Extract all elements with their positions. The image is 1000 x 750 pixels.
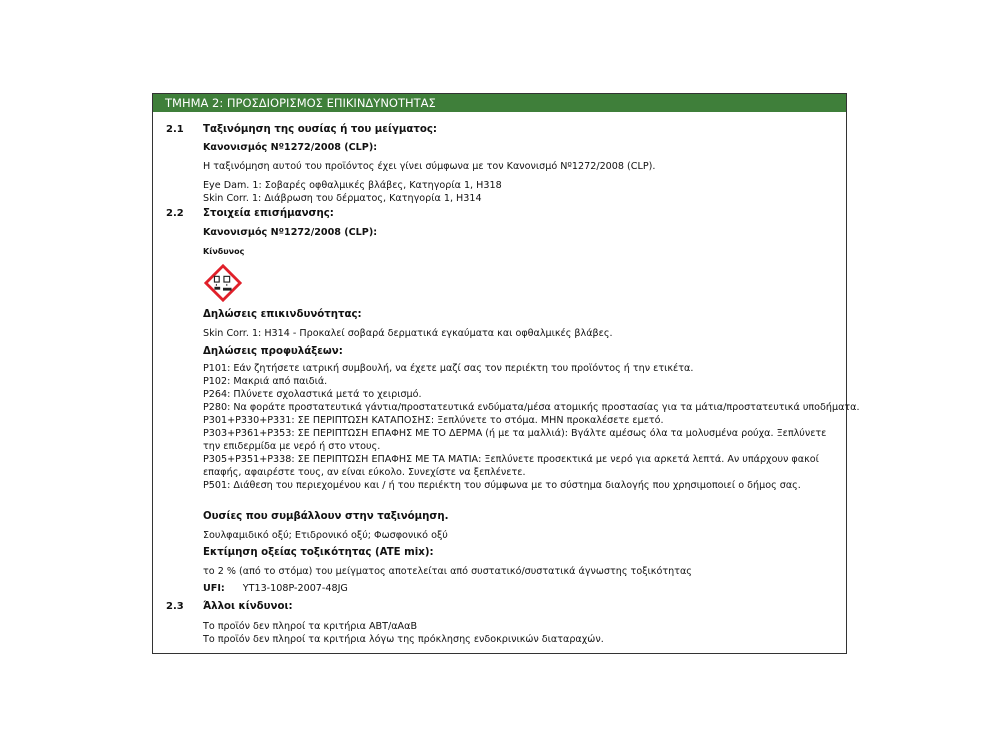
sds-section-2: [152, 93, 860, 654]
substances-list: Σουλφαμιδικό οξύ; Ετιδρονικό οξύ; Φωσφονικό οξύ: [203, 530, 448, 541]
precaution-line: P305+P351+P338: ΣΕ ΠΕΡΙΠΤΩΣΗ ΕΠΑΦΗΣ ΜΕ ΤΑ ΜΑΤΙΑ: Ξεπλύνετε προσεκτικά με νερό για αρκετά λεπτά. Αν υπάρχουν φακοί: [203, 454, 819, 465]
precautionary-statements-title: Δηλώσεις προφυλάξεων:: [203, 346, 343, 357]
hazard-statements-title: Δηλώσεις επικινδυνότητας:: [203, 309, 362, 320]
regulation-heading-2-2: Κανονισμός Nº1272/2008 (CLP):: [203, 227, 378, 238]
substances-title: Ουσίες που συμβάλλουν στην ταξινόμηση.: [203, 511, 449, 522]
ufi-value: YT13-108P-2007-48JG: [242, 583, 348, 594]
precaution-line: P301+P330+P331: ΣΕ ΠΕΡΙΠΤΩΣΗ ΚΑΤΑΠΟΣΗΣ: Ξεπλύνετε το στόμα. ΜΗΝ προκαλέσετε εμετό.: [203, 415, 664, 426]
precaution-line: P101: Εάν ζητήσετε ιατρική συμβουλή, να έχετε μαζί σας τον περιέκτη του προϊόντος ή την ετικέτα.: [203, 363, 694, 374]
ate-text: το 2 % (από το στόμα) του μείγματος αποτελείται από συστατικό/συστατικά άγνωστης τοξικότητας: [203, 566, 692, 577]
other-hazard-line: Το προϊόν δεν πληροί τα κριτήρια ΑΒΤ/αΑαΒ: [203, 621, 418, 632]
precaution-line: P102: Μακριά από παιδιά.: [203, 376, 328, 387]
precaution-line: επαφής, αφαιρέστε τους, αν είναι εύκολο. Συνεχίστε να ξεπλένετε.: [203, 467, 526, 478]
signal-word: Κίνδυνος: [203, 247, 245, 256]
classification-text: Η ταξινόμηση αυτού του προϊόντος έχει γίνει σύμφωνα με τον Κανονισμό Nº1272/2008 (CLP).: [203, 161, 656, 172]
regulation-heading-2-1: Κανονισμός Nº1272/2008 (CLP):: [203, 142, 378, 153]
precaution-line: P501: Διάθεση του περιεχομένου και / ή του περιέκτη του σύμφωνα με το σύστημα διαλογής που χρησιμοποιεί ο δήμος σας.: [203, 480, 801, 491]
subsection-number-2-2: 2.2: [166, 208, 184, 219]
section-header: ΤΜΗΜΑ 2: ΠΡΟΣΔΙΟΡΙΣΜΟΣ ΕΠΙΚΙΝΔΥΝΟΤΗΤΑΣ: [153, 94, 846, 112]
subsection-number-2-3: 2.3: [166, 601, 184, 612]
other-hazard-line: Το προϊόν δεν πληροί τα κριτήρια λόγω της πρόκλησης ενδοκρινικών διαταραχών.: [203, 634, 604, 645]
corrosion-pictogram-icon: [204, 264, 242, 302]
ate-title: Εκτίμηση οξείας τοξικότητας (ATE mix):: [203, 547, 434, 558]
classification-item: Skin Corr. 1: Διάβρωση του δέρματος, Κατηγορία 1, H314: [203, 193, 482, 204]
classification-item: Eye Dam. 1: Σοβαρές οφθαλμικές βλάβες, Κατηγορία 1, H318: [203, 180, 502, 191]
hazard-statement: Skin Corr. 1: H314 - Προκαλεί σοβαρά δερματικά εγκαύματα και οφθαλμικές βλάβες.: [203, 328, 613, 339]
precaution-line: P264: Πλύνετε σχολαστικά μετά το χειρισμό.: [203, 389, 422, 400]
ufi-row: [203, 583, 348, 595]
precaution-line: την επιδερμίδα με νερό ή στο ντους.: [203, 441, 381, 452]
subsection-number-2-1: 2.1: [166, 124, 184, 135]
precaution-line: P303+P361+P353: ΣΕ ΠΕΡΙΠΤΩΣΗ ΕΠΑΦΗΣ ΜΕ ΤΟ ΔΕΡΜΑ (ή με τα μαλλιά): Βγάλτε αμέσως όλα τα μολυσμένα ρούχα. Ξεπλύνετε: [203, 428, 827, 439]
ufi-label: UFI:: [203, 583, 225, 594]
precaution-line: P280: Να φοράτε προστατευτικά γάντια/προστατευτικά ενδύματα/μέσα ατομικής προστασίας για τα μάτια/προστατευτικά υποδήματα.: [203, 402, 860, 413]
subsection-title-2-3: Άλλοι κίνδυνοι:: [203, 601, 293, 612]
subsection-title-2-1: Ταξινόμηση της ουσίας ή του μείγματος:: [203, 124, 437, 135]
subsection-title-2-2: Στοιχεία επισήμανσης:: [203, 208, 334, 219]
